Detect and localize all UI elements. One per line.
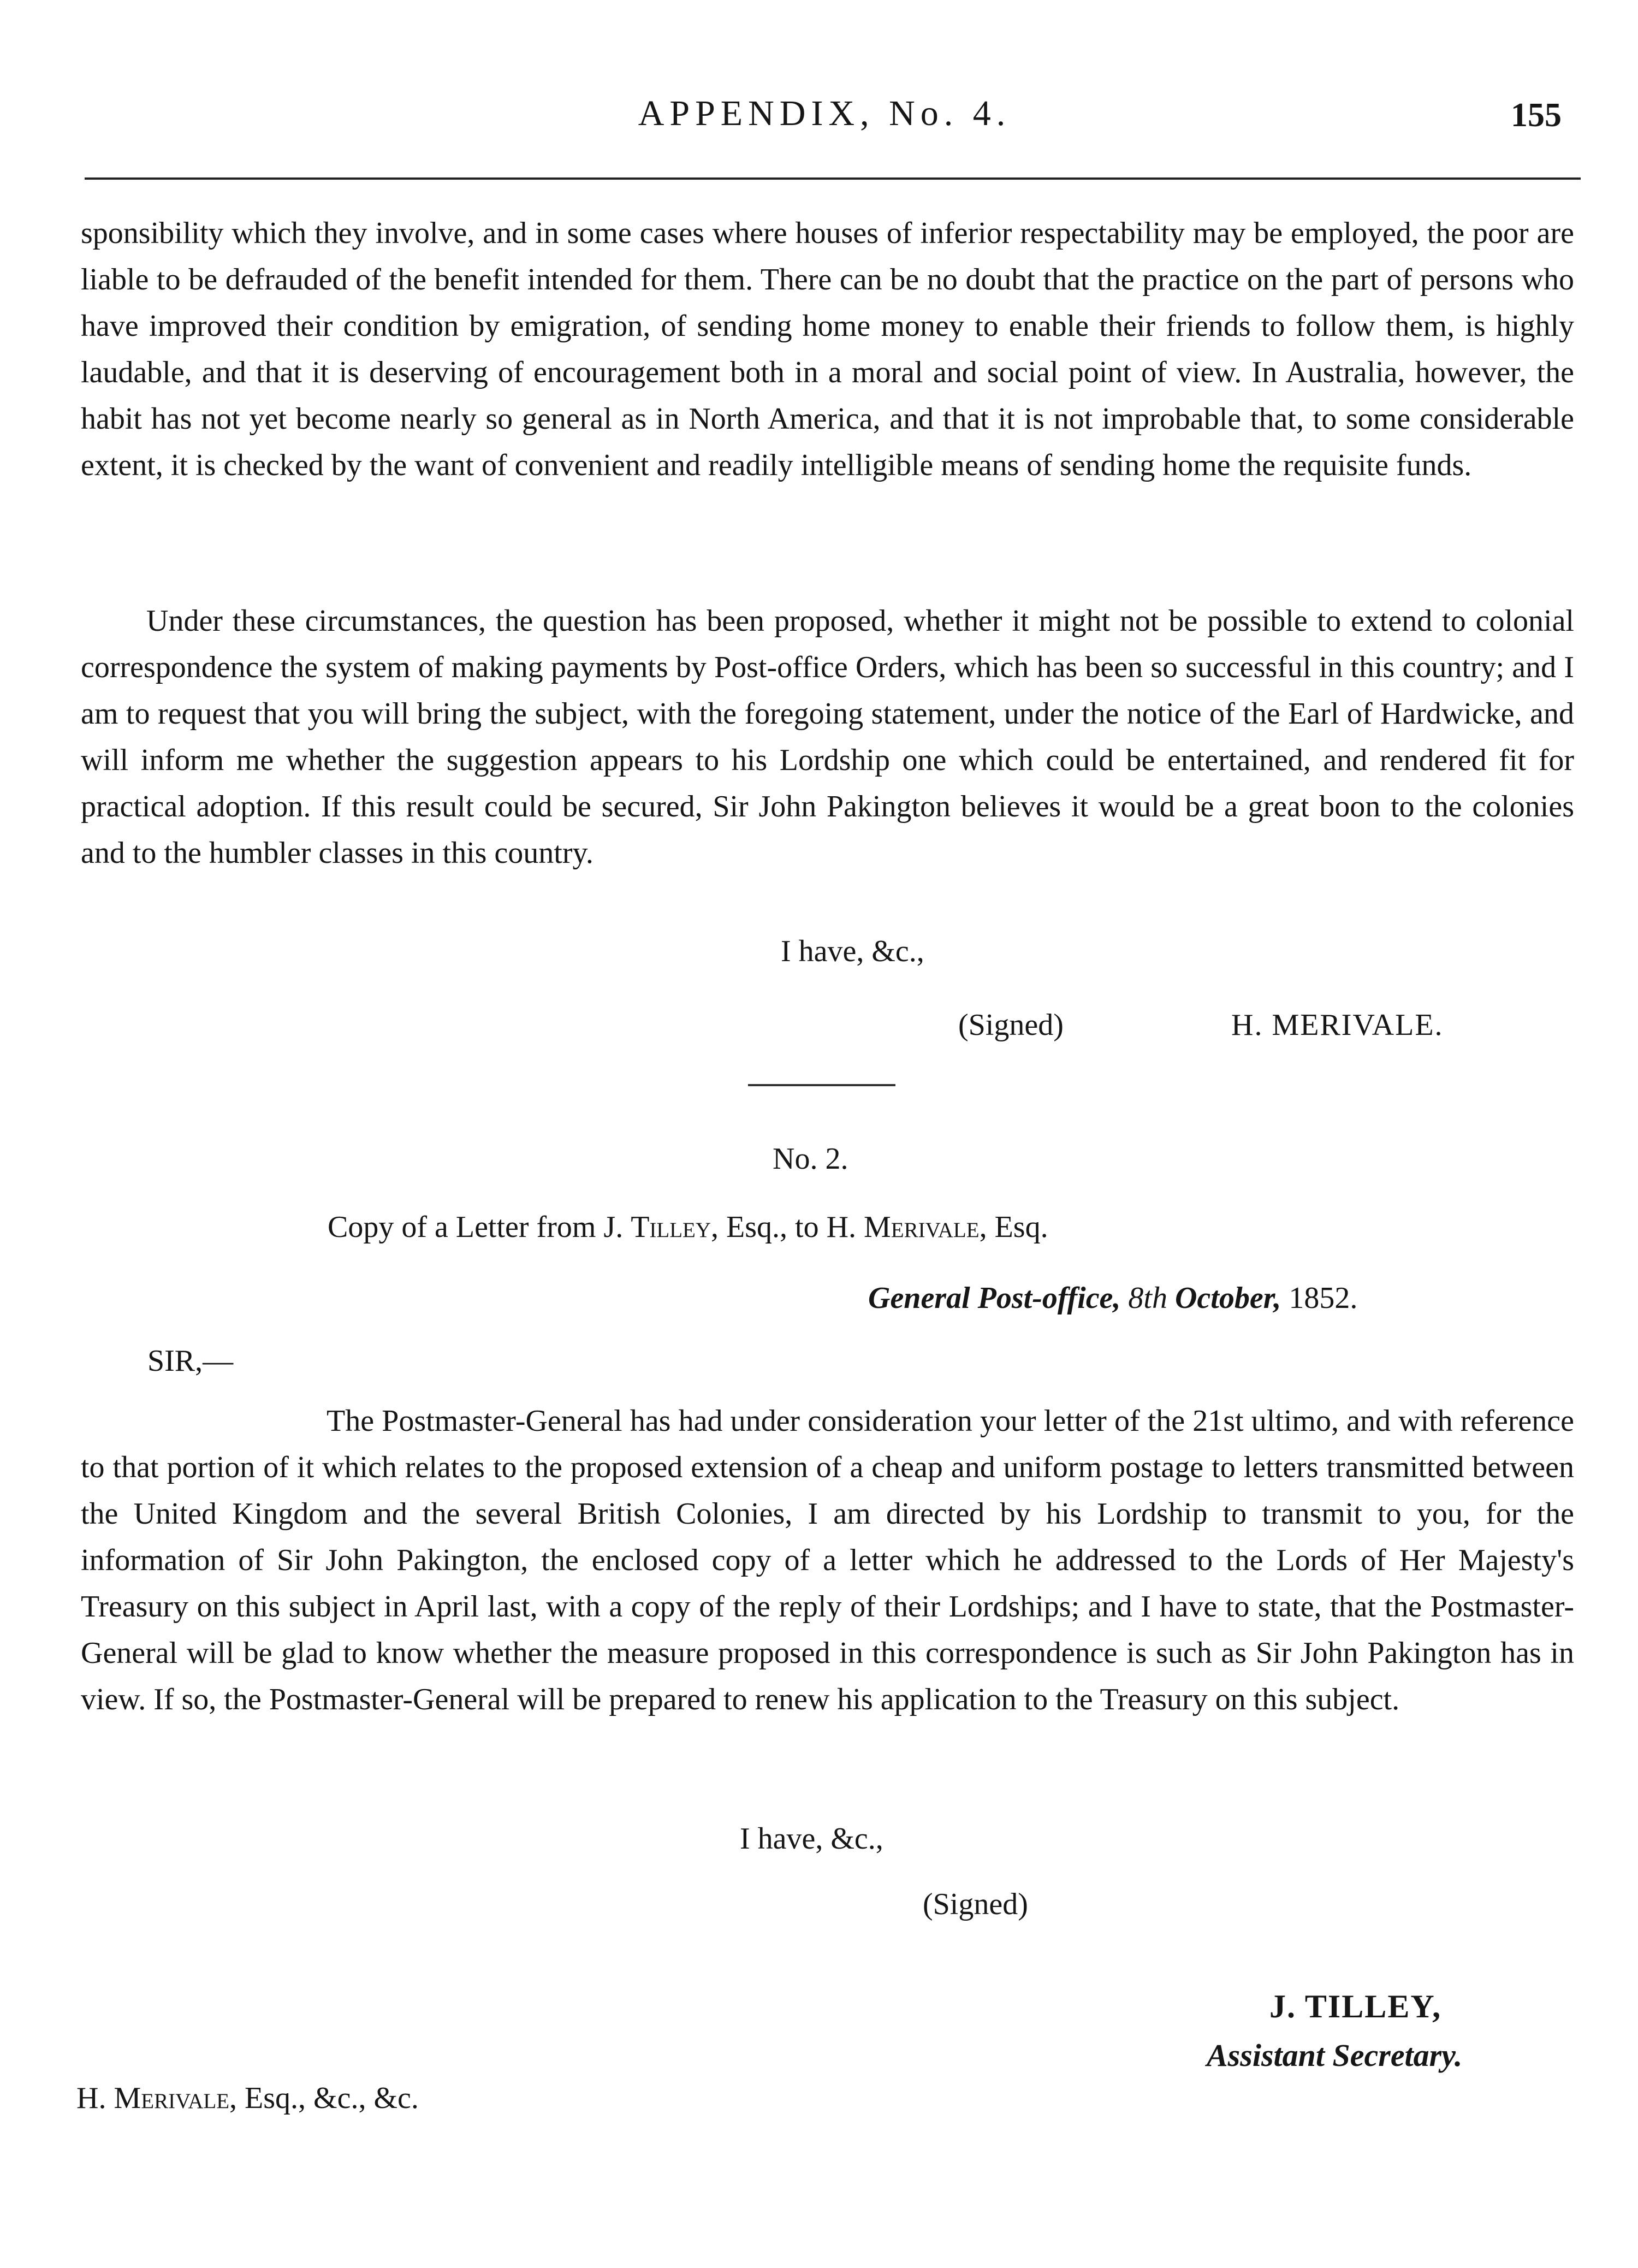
letter2-title-prefix: Copy of a Letter from J. [328,1210,624,1244]
letter2-body: The Postmaster-General has had under consideration your letter of the 21st ultimo, and with reference to that portion of it which relates to the proposed extension of a cheap and uniform postage to letters transmitted between the United Kingdom and the several British Colonies, I am directed by his Lordship to transmit to you, for the information of Sir John Pakington, the enclosed copy of a letter which he addressed to the Lords of Her Majesty's Treasury on this subject in April last, with a copy of the reply of their Lordships; and I have to state, that the Postmaster-General will be glad to know whether the measure proposed in this correspondence is such as Sir John Pakington has in view. If so, the Postmaster-General will be prepared to renew his application to the Treasury on this subject. [81,1404,1574,1716]
letter2-signed: (Signed) [923,1887,1028,1921]
letter2-month: October, [1174,1281,1281,1315]
letter2-salutation: SIR,— [147,1344,234,1378]
letter2-title-middle: , Esq., to H. [711,1210,857,1244]
letter2-number: No. 2. [773,1142,848,1176]
letter2-addressee-initial: H. [76,2081,106,2115]
letter1-signatory: H. MERIVALE. [1231,1008,1444,1042]
header-rule [85,177,1581,180]
letter1-closing: I have, &c., [781,934,924,968]
letter2-title-name1: Tilley [631,1210,711,1244]
letter2-title-suffix: , Esq. [979,1210,1048,1244]
page-header [87,93,1562,153]
letter2-signatory: J. TILLEY, [1269,1988,1442,2024]
letter1-paragraph-1: sponsibility which they involve, and in some cases where houses of inferior respectability may be employed, the poor are liable to be defrauded of the benefit intended for them. There can be no doubt that the practice on the part of persons who have improved their condition by emigration, of sending home money to enable their friends to follow them, is highly laudable, and that it is deserving of encouragement both in a moral and social point of view. In Australia, however, the habit has not yet become nearly so general as in North America, and that it is not improbable that, to some considerable extent, it is checked by the want of convenient and readily intelligible means of sending home the requisite funds. [81,216,1574,482]
letter2-year: 1852. [1289,1281,1358,1315]
letter2-title [328,1210,1048,1245]
letter1-signed: (Signed) [958,1008,1064,1042]
letter2-title-name2: Merivale [864,1210,980,1244]
running-title: APPENDIX, No. 4. [638,93,1011,133]
letter2-addressee [76,2081,419,2116]
page-number: 155 [1511,97,1562,134]
letter2-addressee-suffix: , Esq., &c., &c. [229,2081,419,2115]
letter2-closing: I have, &c., [740,1822,883,1856]
letter2-addressee-name: Merivale [114,2081,230,2115]
letter2-dateline [868,1281,1357,1316]
letter2-place: General Post-office, [868,1281,1121,1315]
letter1-paragraph-2: Under these circumstances, the question has been proposed, whether it might not be possible to extend to colonial correspondence the system of making payments by Post-office Orders, which has been so successful in this country; and I am to request that you will bring the subject, with the foregoing statement, under the notice of the Earl of Hardwicke, and will inform me whether the suggestion appears to his Lordship one which could be entertained, and rendered fit for practical adoption. If this result could be secured, Sir John Pakington believes it would be a great boon to the colonies and to the humbler classes in this country. [81,604,1574,870]
section-divider [748,1084,895,1086]
letter2-day: 8th [1128,1281,1167,1315]
letter2-signatory-title: Assistant Secretary. [1207,2038,1463,2073]
